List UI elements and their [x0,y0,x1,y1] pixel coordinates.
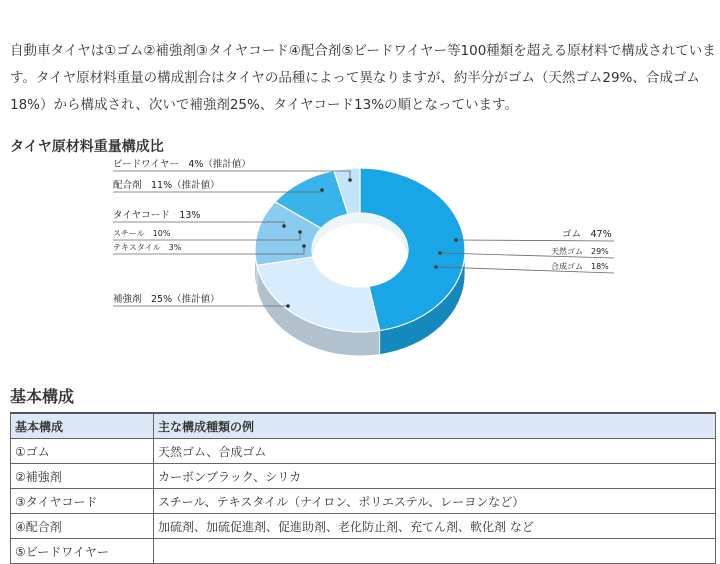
table-cell [154,539,716,564]
table-row [11,539,716,564]
intro-paragraph: 自動車タイヤは①ゴム②補強剤③タイヤコード④配合剤⑤ビードワイヤー等100種類を超える原材料で構成されています。タイヤ原材料重量の構成割合はタイヤの品種によって異なりますが、約半分がゴム（天然ゴム29%、合成ゴム18%）から構成され、次いで補強剤25%、タイヤコード13%の順となっています。 [10,43,716,113]
chart-slice-label: 天然ゴム 29% [551,247,609,256]
table-cell: ①ゴム [11,439,154,464]
table-row [11,489,716,514]
table-row [11,514,716,539]
chart-slice-label: 合成ゴム 18% [551,262,609,271]
table-cell: ③タイヤコード [11,489,154,514]
composition-table [10,412,716,564]
chart-slice-label: スチール 10% [113,229,171,238]
leader-dot [302,244,306,248]
chart-slice-label: タイヤコード 13% [113,210,201,221]
chart-slice-label: ビードワイヤー 4%（推計値） [113,159,251,170]
chart-slice-label: 配合剤 11%（推計値） [113,180,220,191]
table-cell: 加硫剤、加硫促進剤、促進助剤、老化防止剤、充てん剤、軟化剤 など [154,514,716,539]
column-header: 基本構成 [11,413,154,439]
table-cell: 天然ゴム、合成ゴム [154,439,716,464]
leader-dot [320,188,324,192]
table-cell: ②補強剤 [11,464,154,489]
leader-dot [434,265,438,269]
material-donut-chart [0,150,720,375]
leader-dot [438,251,442,255]
table-header-row [11,413,716,439]
table-cell: ⑤ビードワイヤー [11,539,154,564]
leader-dot [298,230,302,234]
chart-slice-label: ゴム 47% [562,229,612,240]
table-title: 基本構成 [10,387,75,406]
table-row [11,464,716,489]
chart-slice-label: テキスタイル 3% [113,243,182,252]
leader-line [456,240,614,241]
table-cell: カーボンブラック、シリカ [154,464,716,489]
leader-dot [282,224,286,228]
column-header: 主な構成種類の例 [154,413,716,439]
table-cell: スチール、テキスタイル（ナイロン、ポリエステル、レーヨンなど） [154,489,716,514]
chart-slice-label: 補強剤 25%（推計値） [113,294,220,305]
chart-title: タイヤ原材料重量構成比 [10,139,164,155]
leader-dot [286,304,290,308]
leader-dot [348,178,352,182]
table-row [11,439,716,464]
table-cell: ④配合剤 [11,514,154,539]
leader-dot [454,238,458,242]
